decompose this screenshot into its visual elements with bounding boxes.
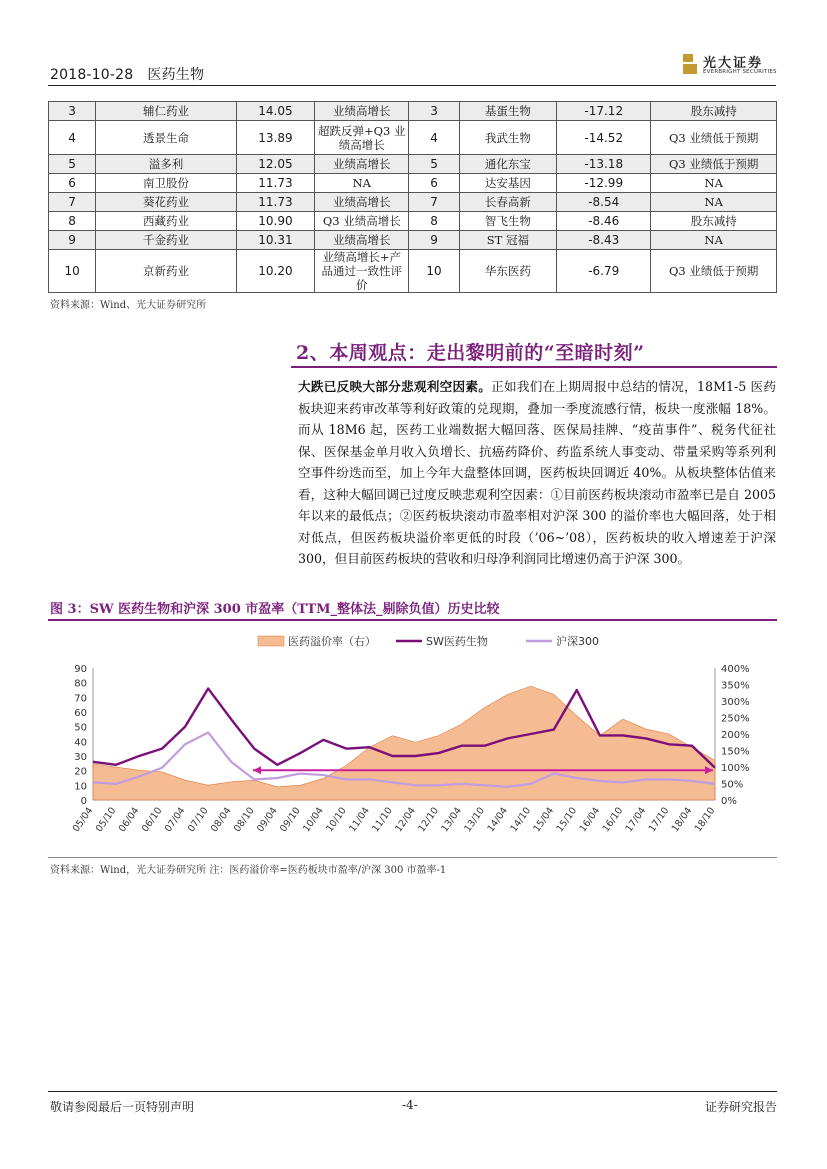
pct-gain-cell: 11.73 (236, 174, 314, 193)
pct-gain-cell: 12.05 (236, 155, 314, 174)
y-left-tick-label: 60 (74, 708, 87, 719)
x-tick-label: 08/10 (231, 805, 257, 835)
reason-loss-cell: 股东减持 (651, 212, 777, 231)
x-tick-label: 17/10 (646, 805, 672, 835)
stock-gain-cell: 千金药业 (96, 231, 237, 250)
rank-loss-cell: 7 (409, 193, 459, 212)
x-tick-label: 17/04 (623, 805, 649, 835)
pct-gain-cell: 13.89 (236, 121, 314, 155)
x-tick-label: 16/04 (577, 805, 603, 835)
pct-loss-cell: -8.43 (557, 231, 651, 250)
rank-loss-cell: 10 (409, 250, 459, 293)
rank-gain-cell: 3 (49, 102, 96, 121)
pct-loss-cell: -17.12 (557, 102, 651, 121)
reference-line-arrow-left (253, 766, 261, 774)
x-tick-label: 13/04 (439, 805, 465, 835)
figure-title-rule (48, 619, 777, 621)
table-row (49, 250, 777, 293)
y-left-tick-label: 20 (74, 766, 87, 778)
y-right-tick-label: 350% (721, 680, 750, 692)
header-divider (48, 85, 776, 86)
page-number: -4- (402, 1098, 418, 1112)
report-sector: 医药生物 (147, 67, 205, 83)
rank-loss-cell: 3 (409, 102, 459, 121)
reason-gain-cell: 超跌反弹+Q3 业绩高增长 (315, 121, 409, 155)
reason-loss-cell: 股东减持 (651, 102, 777, 121)
reason-gain-cell: Q3 业绩高增长 (315, 212, 409, 231)
reason-gain-cell: 业绩高增长+产品通过一致性评价 (315, 250, 409, 293)
stock-loss-cell: 通化东宝 (459, 155, 556, 174)
table-row (49, 231, 777, 250)
figure-title: 图 3：SW 医药生物和沪深 300 市盈率（TTM_整体法_剔除负值）历史比较 (50, 602, 500, 617)
rank-gain-cell: 6 (49, 174, 96, 193)
x-tick-label: 16/10 (600, 805, 626, 835)
rank-loss-cell: 5 (409, 155, 459, 174)
rank-gain-cell: 9 (49, 231, 96, 250)
x-tick-label: 05/10 (93, 805, 119, 835)
y-right-tick-label: 50% (721, 779, 744, 791)
y-left-tick-label: 40 (74, 737, 87, 749)
stock-loss-cell: 智飞生物 (459, 212, 556, 231)
logo-name-cn: 光大证券 (703, 56, 764, 71)
x-tick-label: 14/10 (508, 805, 534, 835)
stock-ranking-table (48, 101, 777, 293)
table-row (49, 212, 777, 231)
stock-loss-cell: 长春高新 (459, 193, 556, 212)
x-tick-label: 12/10 (416, 805, 442, 835)
y-right-tick-label: 0% (721, 796, 737, 807)
paragraph-body: 正如我们在上期周报中总结的情况，18M1-5 医药板块迎来药审改革等利好政策的兑现期，叠加一季度流感行情，板块一度涨幅 18%。而从 18M6 起，医药工业端数据大幅回落、医保局挂牌、“疫苗事件”、税务代征社保、医保基金单月收入负增长、抗癌药降价、药监系统人事变动、带量采购等系列利空事件纷迭而至，加上今年大盘整体回调，医药板块回调近 40%。从板块整体估值来看，这种大幅回调已过度反映悲观利空因素：①目前医药板块滚动市盈率已是自 2005 年以来的最低点；②医药板块滚动市盈率相对沪深 300 的溢价率也大幅回落，处于相对低点，但医药板块溢价率更低的时段（’06~’08），医药板块的收入增速差于沪深 300，但目前医药板块的营收和归母净利润同比增速仍高于沪深 300。 (298, 379, 776, 566)
stock-loss-cell: 我武生物 (459, 121, 556, 155)
footer-report-type: 证券研究报告 (704, 1100, 777, 1114)
reason-gain-cell: 业绩高增长 (315, 193, 409, 212)
table-row (49, 174, 777, 193)
logo-mark-icon (683, 54, 697, 74)
stock-gain-cell: 溢多利 (96, 155, 237, 174)
x-tick-label: 12/04 (393, 805, 418, 835)
y-right-tick-label: 150% (721, 746, 750, 758)
pct-loss-cell: -13.18 (557, 155, 651, 174)
y-right-tick-label: 100% (721, 763, 750, 774)
legend-label: 医药溢价率（右） (288, 635, 376, 648)
stock-gain-cell: 辅仁药业 (96, 102, 237, 121)
reason-loss-cell: Q3 业绩低于预期 (651, 155, 777, 174)
y-right-tick-label: 300% (721, 697, 750, 708)
y-left-tick-label: 0 (80, 796, 87, 807)
rank-gain-cell: 5 (49, 155, 96, 174)
figure-source-note: 资料来源：Wind，光大证券研究所 注：医药溢价率=医药板块市盈率/沪深 300 市盈率-1 (50, 865, 447, 876)
pct-loss-cell: -8.54 (557, 193, 651, 212)
rank-loss-cell: 8 (409, 212, 459, 231)
stock-gain-cell: 京新药业 (96, 250, 237, 293)
stock-gain-cell: 透景生命 (96, 121, 237, 155)
section-title: 2、本周观点：走出黎明前的“至暗时刻” (296, 342, 645, 364)
x-tick-label: 08/04 (208, 805, 234, 835)
x-tick-label: 18/10 (692, 805, 718, 835)
report-date: 2018-10-28 (50, 67, 134, 83)
stock-loss-cell: ST 冠福 (459, 231, 556, 250)
y-left-tick-label: 70 (74, 693, 87, 705)
x-tick-label: 18/04 (669, 805, 695, 835)
x-tick-label: 06/10 (139, 805, 165, 835)
y-right-tick-label: 250% (721, 713, 750, 725)
table-row (49, 121, 777, 155)
x-tick-label: 09/10 (278, 805, 303, 835)
stock-loss-cell: 达安基因 (459, 174, 556, 193)
y-left-tick-label: 10 (74, 781, 87, 793)
legend-label: 沪深300 (556, 635, 599, 648)
x-tick-label: 07/10 (185, 805, 211, 835)
rank-loss-cell: 6 (409, 174, 459, 193)
y-right-tick-label: 400% (721, 664, 750, 675)
pct-gain-cell: 11.73 (236, 193, 314, 212)
footer-divider (48, 1091, 777, 1092)
x-tick-label: 11/04 (347, 805, 372, 835)
rank-loss-cell: 4 (409, 121, 459, 155)
x-tick-label: 06/04 (116, 805, 142, 835)
paragraph-lead: 大跌已反映大部分悲观利空因素。 (298, 379, 492, 394)
figure-bottom-rule (48, 857, 777, 858)
reason-loss-cell: Q3 业绩低于预期 (651, 121, 777, 155)
x-tick-label: 10/10 (324, 805, 349, 835)
x-tick-label: 09/04 (255, 805, 280, 835)
table-row (49, 193, 777, 212)
rank-loss-cell: 9 (409, 231, 459, 250)
pct-gain-cell: 10.90 (236, 212, 314, 231)
pct-loss-cell: -12.99 (557, 174, 651, 193)
rank-gain-cell: 8 (49, 212, 96, 231)
stock-gain-cell: 西藏药业 (96, 212, 237, 231)
reason-gain-cell: NA (315, 174, 409, 193)
x-tick-label: 11/10 (370, 805, 395, 835)
rank-gain-cell: 7 (49, 193, 96, 212)
stock-loss-cell: 华东医药 (459, 250, 556, 293)
rank-gain-cell: 10 (49, 250, 96, 293)
table-body (49, 102, 777, 293)
x-tick-label: 07/04 (162, 805, 188, 835)
stock-gain-cell: 南卫股份 (96, 174, 237, 193)
brand-logo (683, 52, 777, 78)
y-right-tick-label: 200% (721, 730, 750, 741)
y-left-tick-label: 30 (74, 752, 87, 763)
pct-loss-cell: -6.79 (557, 250, 651, 293)
reason-gain-cell: 业绩高增长 (315, 155, 409, 174)
pct-gain-cell: 14.05 (236, 102, 314, 121)
reason-loss-cell: NA (651, 193, 777, 212)
legend-label: SW医药生物 (426, 635, 488, 648)
table-row (49, 155, 777, 174)
footer-disclaimer: 敬请参阅最后一页特别声明 (50, 1100, 195, 1114)
stock-gain-cell: 葵花药业 (96, 193, 237, 212)
x-tick-label: 14/04 (485, 805, 511, 835)
legend-swatch (258, 636, 284, 646)
reason-loss-cell: Q3 业绩低于预期 (651, 250, 777, 293)
x-tick-label: 13/10 (462, 805, 488, 835)
x-tick-label: 10/04 (301, 805, 326, 835)
logo-name-en: EVERBRIGHT SECURITIES (703, 69, 777, 75)
section-title-rule (291, 366, 777, 368)
pe-history-chart (48, 628, 777, 853)
reason-gain-cell: 业绩高增长 (315, 102, 409, 121)
x-tick-label: 15/10 (554, 805, 580, 835)
pct-gain-cell: 10.31 (236, 231, 314, 250)
pct-gain-cell: 10.20 (236, 250, 314, 293)
x-tick-label: 05/04 (70, 805, 96, 835)
y-left-tick-label: 90 (74, 664, 87, 675)
y-left-tick-label: 80 (74, 678, 87, 690)
table-source-note: 资料来源：Wind、光大证券研究所 (50, 300, 207, 311)
rank-gain-cell: 4 (49, 121, 96, 155)
y-left-tick-label: 50 (74, 722, 87, 734)
reason-gain-cell: 业绩高增长 (315, 231, 409, 250)
pct-loss-cell: -14.52 (557, 121, 651, 155)
table-row (49, 102, 777, 121)
section-paragraph (298, 376, 776, 570)
x-tick-label: 15/04 (531, 805, 557, 835)
reason-loss-cell: NA (651, 231, 777, 250)
pct-loss-cell: -8.46 (557, 212, 651, 231)
report-header (50, 64, 204, 84)
stock-loss-cell: 基蛋生物 (459, 102, 556, 121)
reason-loss-cell: NA (651, 174, 777, 193)
